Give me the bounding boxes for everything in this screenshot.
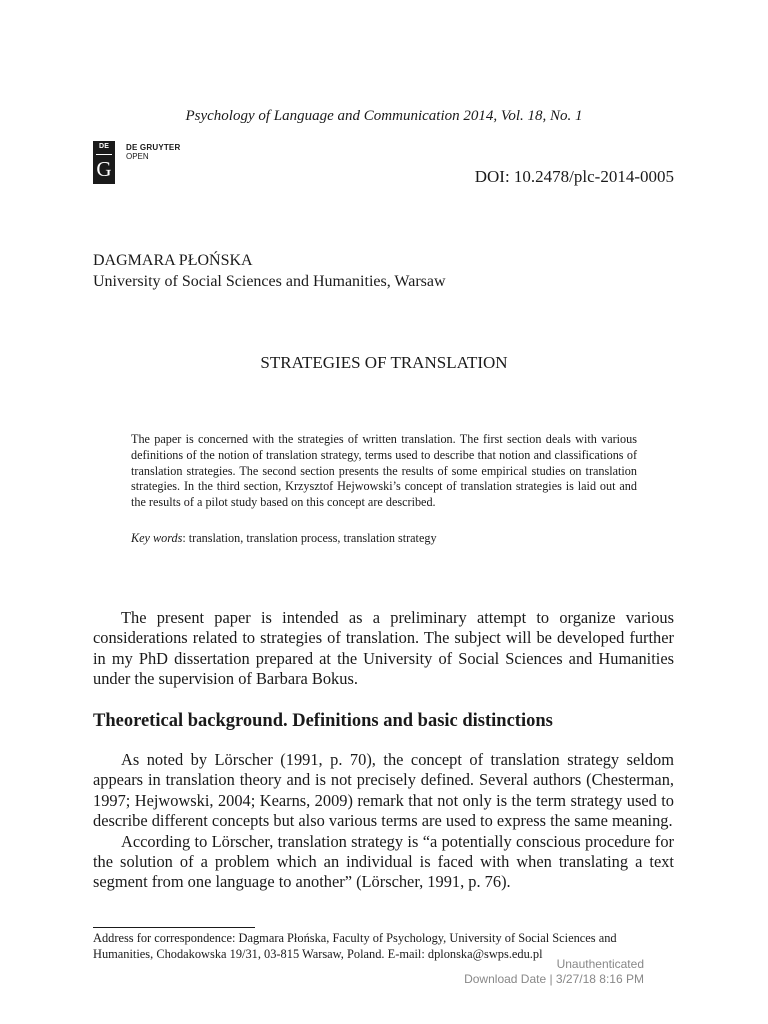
author-affiliation: University of Social Sciences and Humanities, Warsaw: [93, 273, 446, 290]
journal-citation: Psychology of Language and Communication 2014, Vol. 18, No. 1: [185, 108, 583, 124]
logo-de-text: DE: [98, 143, 110, 150]
body-paragraph-2: According to Lörscher, translation strategy is “a potentially conscious procedure for the solution of a problem which an individual is faced with when translating a text segment from one language to another” (Lörscher, 1991, p. 76).: [93, 831, 674, 892]
keywords-list: : translation, translation process, translation strategy: [182, 531, 437, 545]
publisher-label: [126, 143, 180, 161]
author-name: DAGMARA PŁOŃSKA: [93, 252, 253, 269]
watermark-download-date: Download Date | 3/27/18 8:16 PM: [464, 972, 644, 986]
publisher-open: OPEN: [126, 152, 149, 161]
author-block: [93, 250, 446, 292]
section-heading: Theoretical background. Definitions and basic distinctions: [93, 711, 553, 731]
keywords: [131, 531, 437, 546]
publisher-name: DE GRUYTER: [126, 143, 181, 152]
logo-divider: [96, 154, 112, 155]
body-paragraph-1: As noted by Lörscher (1991, p. 70), the concept of translation strategy seldom appears in translation theory and is not precisely defined. Several authors (Chesterman, 1997; Hejwowski, 2004; Kearns, 2009) remark that not only is the term strategy used to describe different concepts but also various terms are used to express the same meaning.: [93, 750, 674, 831]
abstract: The paper is concerned with the strategies of written translation. The first section deals with various definitions of the notion of translation strategy, terms used to describe that notion and classifications of translation strategies. The second section presents the results of some empirical studies on translation strategies. In the third section, Krzysztof Hejwowski’s concept of translation strategies is laid out and the results of a pilot study based on this concept are described.: [131, 432, 637, 510]
logo-g-letter: G: [96, 157, 112, 181]
intro-paragraph: The present paper is intended as a preliminary attempt to organize various considerations related to strategies of translation. The subject will be developed further in my PhD dissertation prepared at the University of Social Sciences and Humanities under the supervision of Barbara Bokus.: [93, 608, 674, 689]
paper-title: STRATEGIES OF TRANSLATION: [260, 353, 508, 372]
doi: DOI: 10.2478/plc-2014-0005: [474, 167, 674, 186]
de-gruyter-logo: [93, 141, 115, 184]
keywords-label: Key words: [131, 531, 183, 545]
watermark-unauthenticated: Unauthenticated: [556, 957, 644, 971]
correspondence-footnote: Address for correspondence: Dagmara Płońska, Faculty of Psychology, University of Social Sciences and Humanities, Chodakowska 19/31, 03-815 Warsaw, Poland. E-mail: dplonska@swps.edu.pl: [93, 931, 617, 961]
footnote-rule: [93, 927, 255, 928]
intro-section: [93, 608, 674, 690]
section-body: [93, 750, 674, 893]
